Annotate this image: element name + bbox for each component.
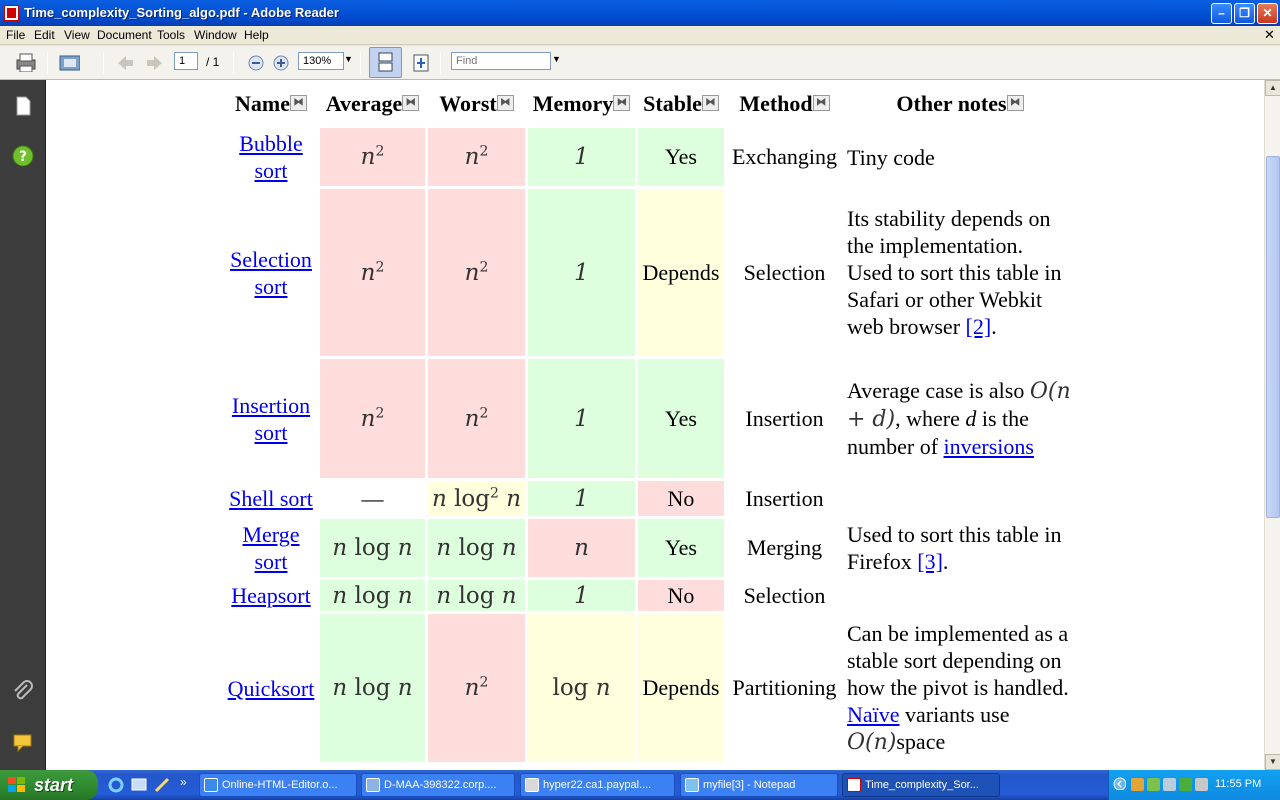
average-cell (320, 519, 425, 577)
attachments-icon[interactable] (11, 680, 35, 704)
vertical-scrollbar[interactable] (1264, 80, 1280, 770)
menu-edit[interactable]: Edit (34, 28, 55, 42)
task-label: myfile[3] - Notepad (703, 779, 796, 791)
page-number-input[interactable] (174, 52, 198, 70)
next-page-icon[interactable] (144, 52, 166, 72)
zoom-out-icon[interactable] (246, 53, 268, 73)
notes-cell (845, 580, 1075, 611)
sort-icon[interactable]: ⧓ (613, 95, 630, 111)
help-icon[interactable] (11, 144, 35, 168)
big-o-formula: O(n + d) (847, 379, 1071, 432)
stable-cell: Yes (638, 359, 724, 478)
table-row (225, 614, 1075, 762)
menu-view[interactable]: View (64, 28, 90, 42)
ie-quicklaunch-icon[interactable] (108, 777, 124, 793)
taskbar (0, 770, 1280, 800)
notes-text: Average case is also (847, 378, 1025, 403)
table-row (225, 519, 1075, 577)
volume-icon[interactable] (1163, 778, 1176, 791)
inversions-link[interactable]: inversions (943, 434, 1034, 459)
algorithm-link[interactable]: Shell sort (229, 486, 313, 511)
task-label: D-MAA-398322.corp.... (384, 779, 497, 791)
memory-cell (528, 189, 635, 356)
zoom-dropdown-icon[interactable]: ▼ (344, 54, 353, 64)
complexity-value: $n^2$ (464, 259, 489, 286)
sort-icon[interactable]: ⧓ (402, 95, 419, 111)
zoom-level-input[interactable] (298, 52, 344, 70)
memory-value: 1 (574, 259, 589, 286)
taskbar-task-active[interactable] (842, 773, 1000, 797)
memory-value: n (574, 535, 589, 561)
stable-cell: No (638, 580, 724, 611)
notes-cell (845, 359, 1075, 478)
average-cell (320, 580, 425, 611)
organizer-icon[interactable] (58, 52, 80, 72)
algorithm-link[interactable]: Heapsort (231, 583, 311, 608)
header-label: Name (235, 91, 290, 116)
average-cell: — (361, 485, 384, 511)
algorithm-link[interactable]: Insertion sort (231, 392, 311, 445)
complexity-value: $n^2$ (360, 143, 385, 171)
remote-desktop-icon (366, 778, 380, 792)
putty-icon (525, 778, 539, 792)
column-header[interactable] (320, 83, 425, 125)
menu-document[interactable]: Document (97, 28, 152, 42)
network-icon[interactable] (1131, 778, 1144, 791)
menu-file[interactable]: File (6, 28, 26, 42)
header-label: Method (739, 91, 813, 116)
menu-window[interactable]: Window (194, 28, 237, 42)
memory-value: 1 (574, 405, 589, 432)
desktop-quicklaunch-icon[interactable] (131, 777, 147, 793)
previous-page-icon[interactable] (114, 52, 136, 72)
method-cell: Insertion (745, 485, 824, 511)
pdf-app-icon (4, 5, 19, 21)
sort-icon[interactable]: ⧓ (1007, 95, 1024, 111)
stable-cell: Depends (638, 189, 724, 356)
sorting-algorithms-table (222, 80, 1078, 765)
table-row (225, 189, 1075, 356)
table-header-row (225, 83, 1075, 125)
method-cell: Insertion (745, 405, 824, 431)
worst-cell (428, 580, 525, 611)
complexity-value: n log n (332, 582, 413, 609)
minimize-button[interactable]: – (1211, 3, 1232, 24)
close-button[interactable]: ✕ (1257, 3, 1278, 24)
worst-cell (428, 359, 525, 478)
complexity-value: n log n (436, 582, 517, 609)
connection-icon[interactable] (1195, 778, 1208, 791)
scrolling-mode-button[interactable] (369, 47, 402, 78)
notes-text: , where (895, 406, 960, 431)
memory-cell (528, 519, 635, 577)
scroll-down-arrow[interactable]: ▼ (1265, 754, 1280, 770)
maximize-button[interactable]: ❐ (1234, 3, 1255, 24)
column-header[interactable] (528, 83, 635, 125)
print-icon[interactable] (14, 52, 36, 72)
sort-icon[interactable]: ⧓ (497, 95, 514, 111)
method-cell: Selection (743, 259, 826, 285)
notepad-icon (685, 778, 699, 792)
complexity-value: n $\log^2 n$ (431, 485, 522, 512)
notes-text: Used to sort this table in Firefox (847, 522, 1062, 574)
complexity-value: n log n (436, 535, 517, 561)
header-label: Worst (439, 91, 497, 116)
worst-cell (428, 481, 525, 516)
table-row (225, 481, 1075, 516)
worst-cell (428, 614, 525, 762)
comments-icon[interactable] (11, 730, 35, 754)
table-row (225, 580, 1075, 611)
stable-cell: Yes (638, 519, 724, 577)
task-label: hyper22.ca1.paypal.... (543, 779, 652, 791)
naive-link[interactable]: Naïve (847, 702, 900, 727)
notes-cell (845, 128, 1075, 186)
sort-icon[interactable]: ⧓ (813, 95, 830, 111)
toolbar-separator (103, 52, 104, 74)
stable-cell: Yes (638, 128, 724, 186)
menu-tools[interactable]: Tools (157, 28, 186, 42)
column-header[interactable] (638, 83, 724, 125)
name-cell (225, 614, 317, 762)
column-header[interactable] (727, 83, 842, 125)
name-cell (225, 481, 317, 516)
table-row (225, 359, 1075, 478)
complexity-value: $n^2$ (360, 259, 385, 286)
header-label: Other notes (896, 91, 1007, 116)
memory-value: 1 (574, 582, 589, 609)
complexity-value: $n^2$ (464, 405, 489, 432)
name-cell (225, 359, 317, 478)
find-input[interactable] (451, 52, 551, 70)
memory-cell (528, 580, 635, 611)
method-cell: Merging (746, 535, 823, 560)
windows-logo-icon (8, 777, 26, 793)
worst-cell (428, 128, 525, 186)
page-total: / 1 (206, 55, 220, 69)
taskbar-task[interactable] (199, 773, 357, 797)
header-label: Average (325, 91, 403, 116)
stable-cell: Depends (638, 614, 724, 762)
zoom-in-icon[interactable] (271, 53, 293, 73)
toolbar-separator (47, 52, 48, 74)
media-quicklaunch-icon[interactable] (154, 777, 170, 793)
svg-text:?: ? (18, 149, 28, 165)
task-label: Time_complexity_Sor... (865, 779, 979, 791)
algorithm-link[interactable]: Selection sort (230, 246, 312, 299)
notes-tail: . (991, 314, 997, 339)
name-cell (225, 580, 317, 611)
menu-help[interactable]: Help (244, 28, 269, 42)
notes-cell (845, 519, 1075, 577)
clock[interactable]: 11:55 PM (1215, 778, 1262, 790)
notes-cell (845, 189, 1075, 356)
memory-cell (528, 481, 635, 516)
average-cell (320, 128, 425, 186)
worst-cell (428, 189, 525, 356)
citation-link[interactable]: [3] (917, 549, 943, 574)
tray-expand-icon[interactable] (1113, 777, 1126, 790)
method-cell: Exchanging (731, 144, 838, 169)
quicklaunch-overflow-icon[interactable]: » (180, 775, 187, 789)
memory-value: 1 (574, 144, 589, 170)
name-cell (225, 519, 317, 577)
notes-tail: space (896, 729, 946, 754)
name-cell (225, 189, 317, 356)
big-o-formula: O(n) (847, 730, 897, 755)
notes-cell (845, 614, 1075, 762)
table-row (225, 128, 1075, 186)
notes-cell (845, 481, 1075, 516)
taskbar-task[interactable] (520, 773, 675, 797)
memory-cell (528, 614, 635, 762)
ie-icon (204, 778, 218, 792)
header-label: Stable (643, 91, 702, 116)
start-label: start (34, 775, 74, 795)
name-cell (225, 128, 317, 186)
algorithm-link[interactable]: Quicksort (227, 675, 315, 701)
complexity-value: n log n (332, 675, 413, 701)
notes-text: Tiny code (847, 144, 935, 170)
notes-text: Its stability depends on the implementation. Used to sort this table in Safari or other Webkit web browser (847, 206, 1062, 339)
navigation-panel (0, 80, 46, 770)
document-close-icon[interactable]: ✕ (1264, 27, 1275, 42)
notes-variable: d (965, 406, 977, 431)
title-bar[interactable] (0, 0, 1280, 26)
notes-tail: . (942, 549, 949, 574)
algorithm-link[interactable]: Bubble sort (239, 131, 303, 183)
scroll-up-arrow[interactable]: ▲ (1265, 80, 1280, 96)
memory-cell (528, 359, 635, 478)
method-cell: Selection (743, 582, 826, 608)
citation-link[interactable]: [2] (965, 314, 992, 339)
worst-cell (428, 519, 525, 577)
average-cell (320, 359, 425, 478)
pages-icon[interactable] (11, 94, 35, 118)
method-cell: Partitioning (732, 675, 837, 700)
average-cell (320, 614, 425, 762)
column-header[interactable] (428, 83, 525, 125)
complexity-value: $n^2$ (464, 674, 489, 702)
task-label: Online-HTML-Editor.o... (222, 779, 338, 791)
notes-text: variants use (905, 702, 1010, 727)
stable-cell: No (638, 481, 724, 516)
shield-check-icon[interactable] (1179, 778, 1192, 791)
column-header[interactable] (225, 83, 317, 125)
security-icon[interactable] (1147, 778, 1160, 791)
document-view[interactable] (46, 80, 1264, 770)
header-label: Memory (532, 91, 614, 116)
complexity-value: $n^2$ (464, 143, 489, 171)
complexity-value: n log n (332, 535, 413, 561)
taskbar-task[interactable] (680, 773, 838, 797)
algorithm-link[interactable]: Merge sort (242, 522, 300, 574)
toolbar-separator (360, 52, 361, 74)
sort-icon[interactable]: ⧓ (702, 95, 719, 111)
memory-value: log n (552, 675, 611, 701)
notes-text: Can be implemented as a stable sort depending on how the pivot is handled. (847, 621, 1069, 700)
scrolling-page-icon (370, 48, 401, 77)
system-tray (1108, 770, 1280, 800)
adobe-reader-icon (847, 778, 861, 792)
window-title: Time_complexity_Sorting_algo.pdf - Adobe Reader (24, 5, 339, 20)
find-dropdown-icon[interactable]: ▼ (552, 54, 561, 64)
scroll-thumb[interactable] (1266, 156, 1280, 518)
memory-cell (528, 128, 635, 186)
menu-bar (0, 26, 1280, 45)
start-button[interactable] (0, 770, 98, 800)
fit-window-icon[interactable] (410, 52, 432, 72)
toolbar (0, 46, 1280, 80)
complexity-value: $n^2$ (360, 405, 385, 432)
taskbar-task[interactable] (361, 773, 515, 797)
toolbar-separator (440, 52, 441, 74)
average-cell (320, 189, 425, 356)
sort-icon[interactable]: ⧓ (290, 95, 307, 111)
memory-value: 1 (574, 485, 589, 512)
notes-text: is the number of (847, 406, 1029, 459)
column-header[interactable] (845, 83, 1075, 125)
toolbar-separator (233, 52, 234, 74)
